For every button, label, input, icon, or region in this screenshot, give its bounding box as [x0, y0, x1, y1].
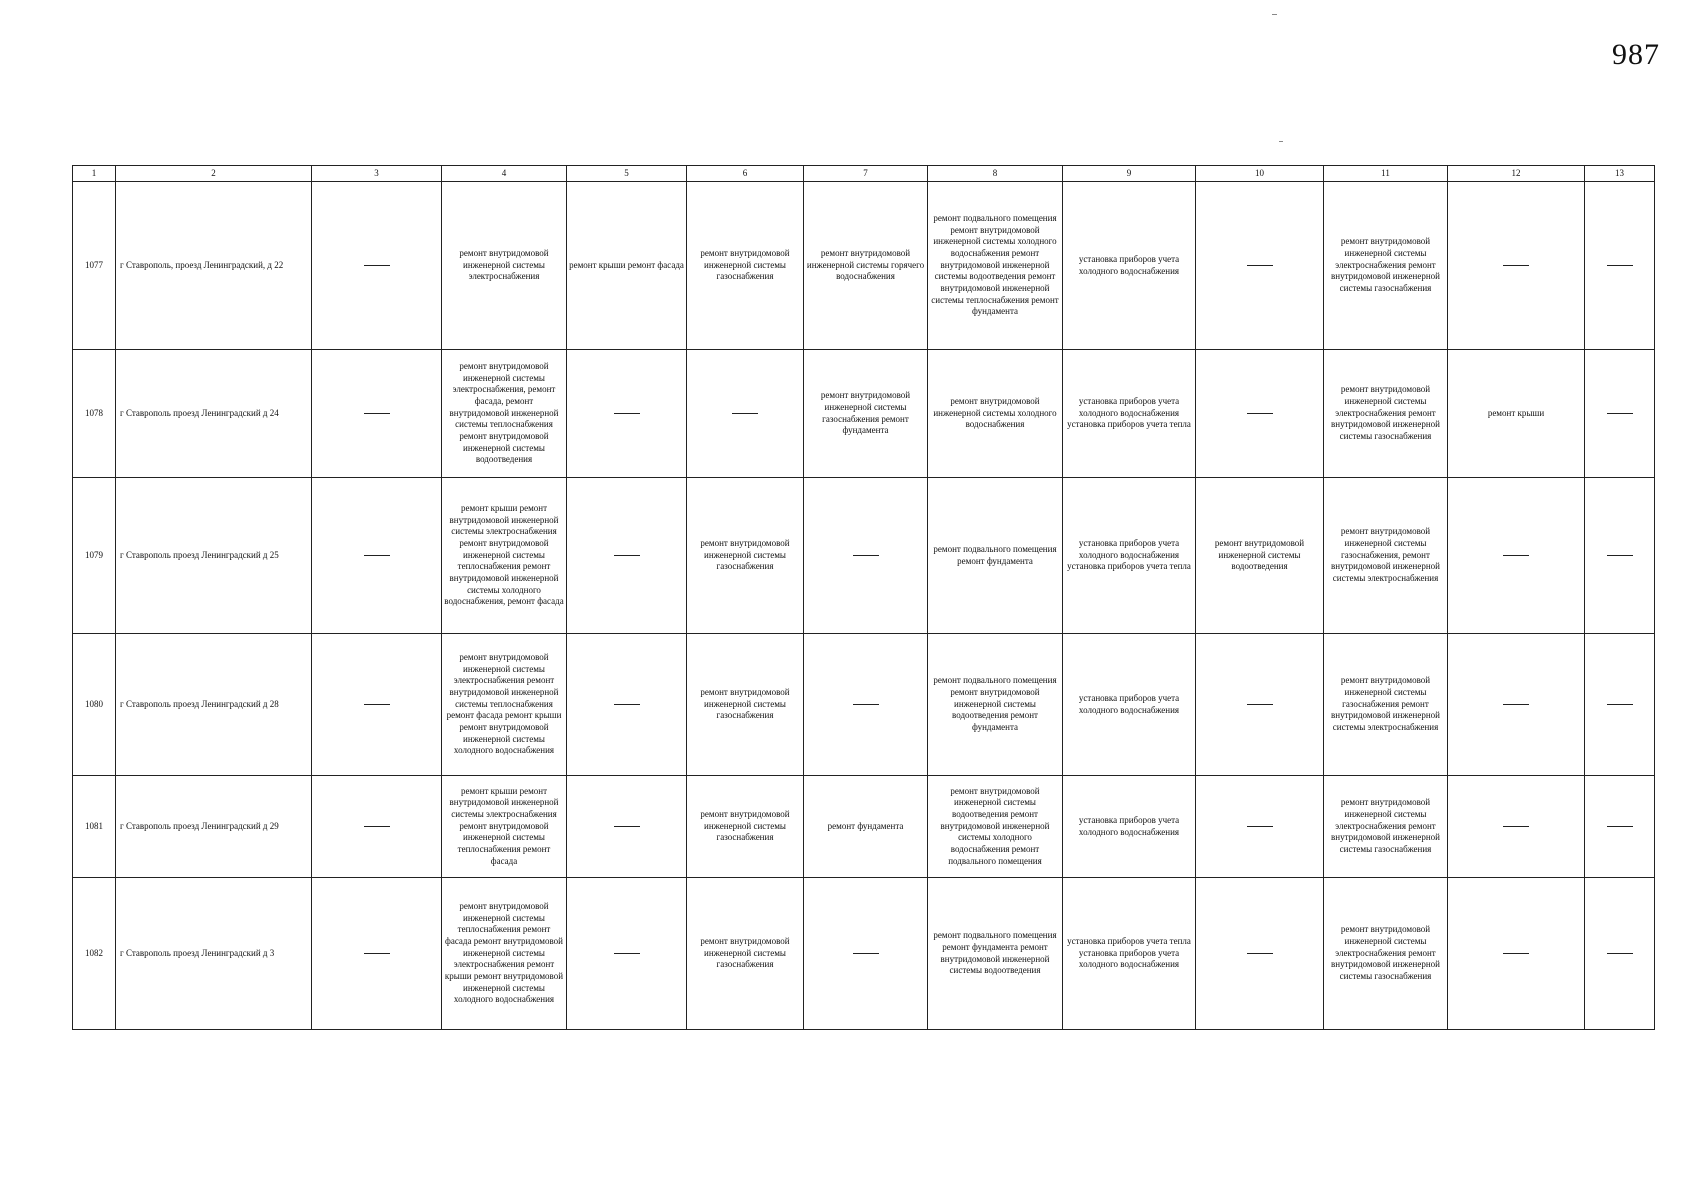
work-cell	[1585, 776, 1655, 878]
empty-dash	[1503, 704, 1529, 705]
empty-dash	[1607, 265, 1633, 266]
work-cell: ремонт внутридомовой инженерной системы электроснабжения ремонт внутридомовой инженерной системы газоснабжения	[1324, 878, 1448, 1030]
work-cell: ремонт внутридомовой инженерной системы водоотведения	[1196, 478, 1324, 634]
work-cell	[1448, 182, 1585, 350]
empty-dash	[853, 953, 879, 954]
work-cell	[1448, 478, 1585, 634]
empty-dash	[1607, 826, 1633, 827]
work-cell	[1448, 634, 1585, 776]
work-cell: ремонт внутридомовой инженерной системы газоснабжения	[687, 182, 804, 350]
work-cell: ремонт внутридомовой инженерной системы газоснабжения ремонт фундамента	[804, 350, 928, 478]
work-cell: установка приборов учета холодного водоснабжения установка приборов учета тепла	[1063, 350, 1196, 478]
column-number: 5	[567, 166, 687, 182]
empty-dash	[1607, 953, 1633, 954]
address-cell: г Ставрополь проезд Ленинградский д 25	[116, 478, 312, 634]
empty-dash	[364, 953, 390, 954]
empty-dash	[1247, 704, 1273, 705]
address-cell: г Ставрополь проезд Ленинградский д 28	[116, 634, 312, 776]
work-cell	[1196, 878, 1324, 1030]
work-cell: ремонт внутридомовой инженерной системы газоснабжения	[687, 878, 804, 1030]
column-number: 1	[73, 166, 116, 182]
table-row	[73, 878, 1655, 1030]
empty-dash	[1503, 555, 1529, 556]
work-cell: ремонт внутридомовой инженерной системы электроснабжения, ремонт фасада, ремонт внутридомовой инженерной системы теплоснабжения ремонт внутридомовой инженерной системы водоотведения	[442, 350, 567, 478]
work-cell: установка приборов учета тепла установка приборов учета холодного водоснабжения	[1063, 878, 1196, 1030]
work-cell	[1585, 182, 1655, 350]
table-row	[73, 182, 1655, 350]
work-cell	[567, 878, 687, 1030]
column-number: 3	[312, 166, 442, 182]
empty-dash	[364, 704, 390, 705]
empty-dash	[853, 555, 879, 556]
work-cell	[567, 350, 687, 478]
column-number: 4	[442, 166, 567, 182]
work-cell	[1448, 878, 1585, 1030]
work-cell: ремонт внутридомовой инженерной системы газоснабжения	[687, 478, 804, 634]
empty-dash	[1247, 265, 1273, 266]
scan-mark	[1272, 14, 1277, 15]
work-cell	[312, 776, 442, 878]
column-number: 2	[116, 166, 312, 182]
address-cell: г Ставрополь проезд Ленинградский д 29	[116, 776, 312, 878]
row-number-cell: 1079	[73, 478, 116, 634]
empty-dash	[853, 704, 879, 705]
column-number: 9	[1063, 166, 1196, 182]
empty-dash	[1607, 704, 1633, 705]
address-cell: г Ставрополь проезд Ленинградский д 24	[116, 350, 312, 478]
row-number-cell: 1081	[73, 776, 116, 878]
empty-dash	[614, 953, 640, 954]
work-cell: ремонт подвального помещения ремонт внутридомовой инженерной системы холодного водоснабжения ремонт внутридомовой инженерной системы водоотведения ремонт внутридомовой инженерной системы теплоснабжения ремонт фундамента	[928, 182, 1063, 350]
work-cell: установка приборов учета холодного водоснабжения	[1063, 182, 1196, 350]
register-table	[72, 165, 1655, 1030]
work-cell: ремонт внутридомовой инженерной системы электроснабжения	[442, 182, 567, 350]
empty-dash	[614, 555, 640, 556]
work-cell	[567, 634, 687, 776]
work-cell	[1585, 634, 1655, 776]
empty-dash	[1607, 413, 1633, 414]
row-number-cell: 1077	[73, 182, 116, 350]
work-cell: ремонт крыши ремонт фасада	[567, 182, 687, 350]
work-cell: ремонт внутридомовой инженерной системы электроснабжения ремонт внутридомовой инженерной системы газоснабжения	[1324, 182, 1448, 350]
empty-dash	[1503, 826, 1529, 827]
work-cell	[567, 776, 687, 878]
work-cell	[312, 350, 442, 478]
empty-dash	[1607, 555, 1633, 556]
work-cell: ремонт внутридомовой инженерной системы газоснабжения	[687, 776, 804, 878]
work-cell	[804, 634, 928, 776]
work-cell	[312, 182, 442, 350]
work-cell: ремонт внутридомовой инженерной системы электроснабжения ремонт внутридомовой инженерной системы газоснабжения	[1324, 350, 1448, 478]
work-cell	[1196, 182, 1324, 350]
work-cell: ремонт крыши ремонт внутридомовой инженерной системы электроснабжения ремонт внутридомовой инженерной системы теплоснабжения ремонт фасада	[442, 776, 567, 878]
work-cell: установка приборов учета холодного водоснабжения установка приборов учета тепла	[1063, 478, 1196, 634]
column-number: 8	[928, 166, 1063, 182]
column-number: 10	[1196, 166, 1324, 182]
column-number: 11	[1324, 166, 1448, 182]
work-cell: установка приборов учета холодного водоснабжения	[1063, 634, 1196, 776]
work-cell: ремонт фундамента	[804, 776, 928, 878]
column-number-row	[73, 166, 1655, 182]
work-cell	[312, 478, 442, 634]
work-cell	[1585, 478, 1655, 634]
empty-dash	[364, 555, 390, 556]
empty-dash	[1503, 953, 1529, 954]
empty-dash	[364, 826, 390, 827]
work-cell	[804, 478, 928, 634]
table-row	[73, 634, 1655, 776]
work-cell	[1585, 878, 1655, 1030]
empty-dash	[614, 704, 640, 705]
address-cell: г Ставрополь, проезд Ленинградский, д 22	[116, 182, 312, 350]
row-number-cell: 1080	[73, 634, 116, 776]
empty-dash	[1247, 413, 1273, 414]
address-cell: г Ставрополь проезд Ленинградский д 3	[116, 878, 312, 1030]
work-cell: установка приборов учета холодного водоснабжения	[1063, 776, 1196, 878]
empty-dash	[732, 413, 758, 414]
row-number-cell: 1082	[73, 878, 116, 1030]
table-row	[73, 478, 1655, 634]
work-cell: ремонт внутридомовой инженерной системы горячего водоснабжения	[804, 182, 928, 350]
empty-dash	[364, 265, 390, 266]
empty-dash	[364, 413, 390, 414]
work-cell	[312, 634, 442, 776]
work-cell	[312, 878, 442, 1030]
work-cell: ремонт внутридомовой инженерной системы газоснабжения, ремонт внутридомовой инженерной системы электроснабжения	[1324, 478, 1448, 634]
work-cell	[567, 478, 687, 634]
column-number: 12	[1448, 166, 1585, 182]
empty-dash	[1247, 953, 1273, 954]
work-cell: ремонт внутридомовой инженерной системы водоотведения ремонт внутридомовой инженерной системы холодного водоснабжения ремонт подвального помещения	[928, 776, 1063, 878]
page-number: 987	[1612, 38, 1660, 71]
work-cell: ремонт внутридомовой инженерной системы электроснабжения ремонт внутридомовой инженерной системы газоснабжения	[1324, 776, 1448, 878]
work-cell	[1448, 776, 1585, 878]
work-cell	[1196, 350, 1324, 478]
work-cell: ремонт внутридомовой инженерной системы газоснабжения	[687, 634, 804, 776]
work-cell	[1196, 776, 1324, 878]
row-number-cell: 1078	[73, 350, 116, 478]
column-number: 6	[687, 166, 804, 182]
table-row	[73, 350, 1655, 478]
work-cell: ремонт внутридомовой инженерной системы теплоснабжения ремонт фасада ремонт внутридомовой инженерной системы электроснабжения ремонт крыши ремонт внутридомовой инженерной системы холодного водоснабжения	[442, 878, 567, 1030]
table-row	[73, 776, 1655, 878]
work-cell: ремонт подвального помещения ремонт фундамента ремонт внутридомовой инженерной системы водоотведения	[928, 878, 1063, 1030]
column-number: 7	[804, 166, 928, 182]
work-cell	[1196, 634, 1324, 776]
scan-mark	[1279, 141, 1283, 142]
work-cell	[687, 350, 804, 478]
table-body	[73, 166, 1655, 1030]
empty-dash	[614, 826, 640, 827]
empty-dash	[1503, 265, 1529, 266]
work-cell: ремонт подвального помещения ремонт внутридомовой инженерной системы водоотведения ремонт фундамента	[928, 634, 1063, 776]
work-cell: ремонт внутридомовой инженерной системы холодного водоснабжения	[928, 350, 1063, 478]
work-cell: ремонт внутридомовой инженерной системы электроснабжения ремонт внутридомовой инженерной системы теплоснабжения ремонт фасада ремонт крыши ремонт внутридомовой инженерной системы холодного водоснабжения	[442, 634, 567, 776]
work-cell: ремонт внутридомовой инженерной системы газоснабжения ремонт внутридомовой инженерной системы электроснабжения	[1324, 634, 1448, 776]
empty-dash	[1247, 826, 1273, 827]
work-cell: ремонт крыши ремонт внутридомовой инженерной системы электроснабжения ремонт внутридомовой инженерной системы теплоснабжения ремонт внутридомовой инженерной системы холодного водоснабжения, ремонт фасада	[442, 478, 567, 634]
column-number: 13	[1585, 166, 1655, 182]
work-cell	[1585, 350, 1655, 478]
work-cell: ремонт подвального помещения ремонт фундамента	[928, 478, 1063, 634]
empty-dash	[614, 413, 640, 414]
work-cell	[804, 878, 928, 1030]
work-cell: ремонт крыши	[1448, 350, 1585, 478]
